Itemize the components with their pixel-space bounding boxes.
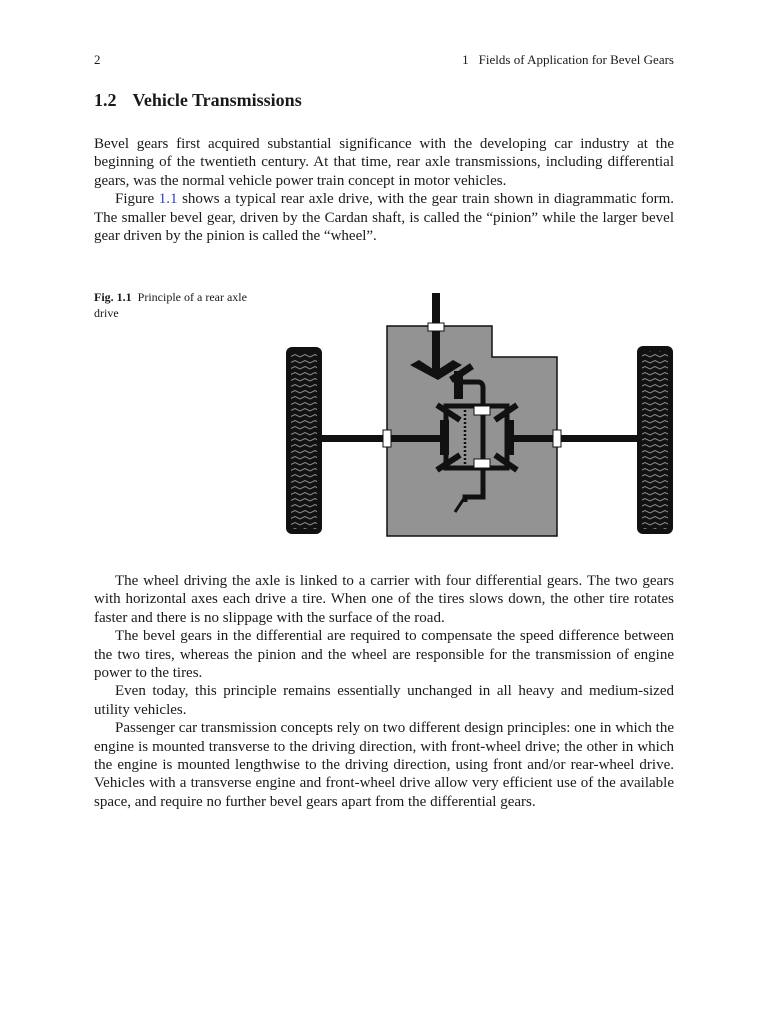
paragraph-2 — [94, 190, 674, 245]
section-number: 1.2 — [94, 90, 117, 110]
figure-label: Fig. 1.1 — [94, 290, 132, 304]
transmission-housing — [387, 326, 557, 536]
cardan-shaft-bearing — [428, 323, 444, 331]
side-gear-right — [505, 420, 514, 455]
figure-caption-text: Principle of a rear axle drive — [94, 290, 247, 320]
running-head — [94, 52, 674, 70]
side-gear-left — [440, 420, 449, 455]
figure-reference-link[interactable]: 1.1 — [158, 191, 178, 208]
paragraph-4: The bevel gears in the differential are required to compensate the speed difference between the two tires, whereas the pinion and the wheel are responsible for the transmission of engine power to the tires. — [94, 628, 674, 682]
paragraph-1: Bevel gears first acquired substantial significance with the developing car industry at the beginning of the twentieth century. At that time, rear axle transmissions, including differential gears, was the normal vehicle power train concept in motor vehicles. — [94, 136, 674, 189]
paragraph-5: Even today, this principle remains essentially unchanged in all heavy and medium-sized utility vehicles. — [94, 683, 674, 718]
left-tire — [286, 347, 322, 534]
right-tire — [637, 346, 673, 534]
figure-caption — [94, 289, 269, 321]
paragraph-6: Passenger car transmission concepts rely on two different design principles: one in which the engine is mounted transverse to the driving direction, with front-wheel drive; the other in which the engine is mounted lengthwise to the driving direction, using front and/or rear-wheel drive. Vehicles with a transverse engine and front-wheel drive allow very efficient use of the available space, and require no further bevel gears apart from the differential gears. — [94, 720, 674, 810]
carrier-bearing-top — [474, 406, 490, 415]
section-title: Vehicle Transmissions — [132, 90, 302, 110]
page-number: 2 — [94, 52, 101, 67]
chapter-number: 1 — [462, 52, 469, 67]
chapter-title: Fields of Application for Bevel Gears — [478, 52, 674, 67]
right-axle-shaft — [505, 435, 637, 442]
carrier-bearing-bottom — [474, 459, 490, 468]
left-axle-bearing — [383, 430, 391, 447]
body-text-bottom — [94, 572, 674, 811]
right-axle-bearing — [553, 430, 561, 447]
paragraph-2-rest: shows a typical rear axle drive, with the gear train shown in diagrammatic form. The smaller bevel gear, driven by the Cardan shaft, is called the “pinion” while the larger bevel gear driven by the pinion is called the “wheel”. — [94, 191, 674, 245]
paragraph-2-start: Figure — [115, 191, 159, 208]
section-heading — [94, 90, 302, 111]
chapter-running-title — [462, 52, 674, 68]
rear-axle-drive-diagram — [280, 288, 680, 540]
body-text-top — [94, 135, 674, 245]
cardan-shaft — [432, 293, 440, 377]
paragraph-3: The wheel driving the axle is linked to a carrier with four differential gears. The two gears with horizontal axes each drive a tire. When one of the tires slows down, the other tire rotates faster and there is no slippage with the surface of the road. — [94, 573, 674, 626]
